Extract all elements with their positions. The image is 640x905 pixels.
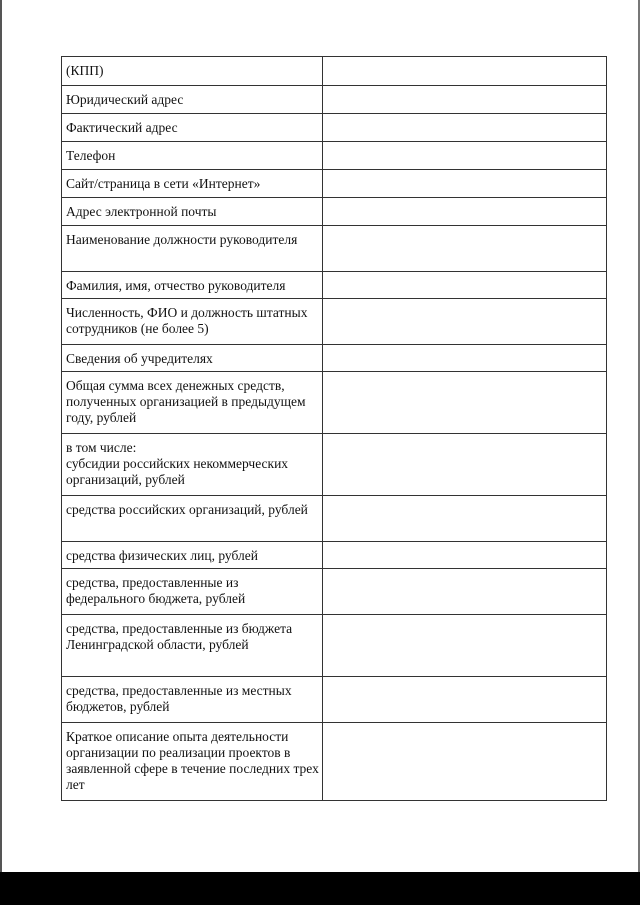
row-label: Сведения об учредителях	[62, 345, 323, 372]
row-label: в том числе: субсидии российских некоммерческих организаций, рублей	[62, 434, 323, 496]
row-label: средства, предоставленные из бюджета Ленинградской области, рублей	[62, 615, 323, 677]
row-value-cell[interactable]	[323, 496, 607, 542]
row-value-cell[interactable]	[323, 299, 607, 345]
row-value-cell[interactable]	[323, 542, 607, 569]
row-label: Общая сумма всех денежных средств, полученных организацией в предыдущем году, рублей	[62, 372, 323, 434]
table-row	[62, 615, 607, 677]
row-label: Краткое описание опыта деятельности организации по реализации проектов в заявленной сфере в течение последних трех лет	[62, 723, 323, 801]
table-row	[62, 723, 607, 801]
row-label: Фактический адрес	[62, 114, 323, 142]
row-label: Адрес электронной почты	[62, 198, 323, 226]
table-row	[62, 677, 607, 723]
scan-left-edge	[0, 0, 2, 872]
row-value-cell[interactable]	[323, 615, 607, 677]
table-row	[62, 569, 607, 615]
row-value-cell[interactable]	[323, 57, 607, 86]
table-row	[62, 142, 607, 170]
table-row	[62, 542, 607, 569]
table-row	[62, 272, 607, 299]
table-row	[62, 114, 607, 142]
row-value-cell[interactable]	[323, 345, 607, 372]
row-label: средства российских организаций, рублей	[62, 496, 323, 542]
table-row	[62, 86, 607, 114]
row-label: средства физических лиц, рублей	[62, 542, 323, 569]
row-label: Телефон	[62, 142, 323, 170]
row-value-cell[interactable]	[323, 723, 607, 801]
row-label: Фамилия, имя, отчество руководителя	[62, 272, 323, 299]
row-label: (КПП)	[62, 57, 323, 86]
table-row	[62, 299, 607, 345]
row-value-cell[interactable]	[323, 226, 607, 272]
row-label: Юридический адрес	[62, 86, 323, 114]
table-row	[62, 57, 607, 86]
row-value-cell[interactable]	[323, 272, 607, 299]
row-value-cell[interactable]	[323, 86, 607, 114]
scan-bottom-border	[0, 872, 640, 905]
table-row	[62, 198, 607, 226]
row-value-cell[interactable]	[323, 677, 607, 723]
organization-info-table	[61, 56, 607, 801]
table-row	[62, 170, 607, 198]
row-label: Численность, ФИО и должность штатных сотрудников (не более 5)	[62, 299, 323, 345]
row-label: Сайт/страница в сети «Интернет»	[62, 170, 323, 198]
row-value-cell[interactable]	[323, 142, 607, 170]
table-row	[62, 372, 607, 434]
row-value-cell[interactable]	[323, 569, 607, 615]
row-value-cell[interactable]	[323, 372, 607, 434]
table-row	[62, 434, 607, 496]
row-label: средства, предоставленные из федерального бюджета, рублей	[62, 569, 323, 615]
table-row	[62, 345, 607, 372]
row-value-cell[interactable]	[323, 198, 607, 226]
table-row	[62, 496, 607, 542]
table-row	[62, 226, 607, 272]
row-value-cell[interactable]	[323, 114, 607, 142]
row-value-cell[interactable]	[323, 434, 607, 496]
row-label: Наименование должности руководителя	[62, 226, 323, 272]
row-label: средства, предоставленные из местных бюджетов, рублей	[62, 677, 323, 723]
row-value-cell[interactable]	[323, 170, 607, 198]
